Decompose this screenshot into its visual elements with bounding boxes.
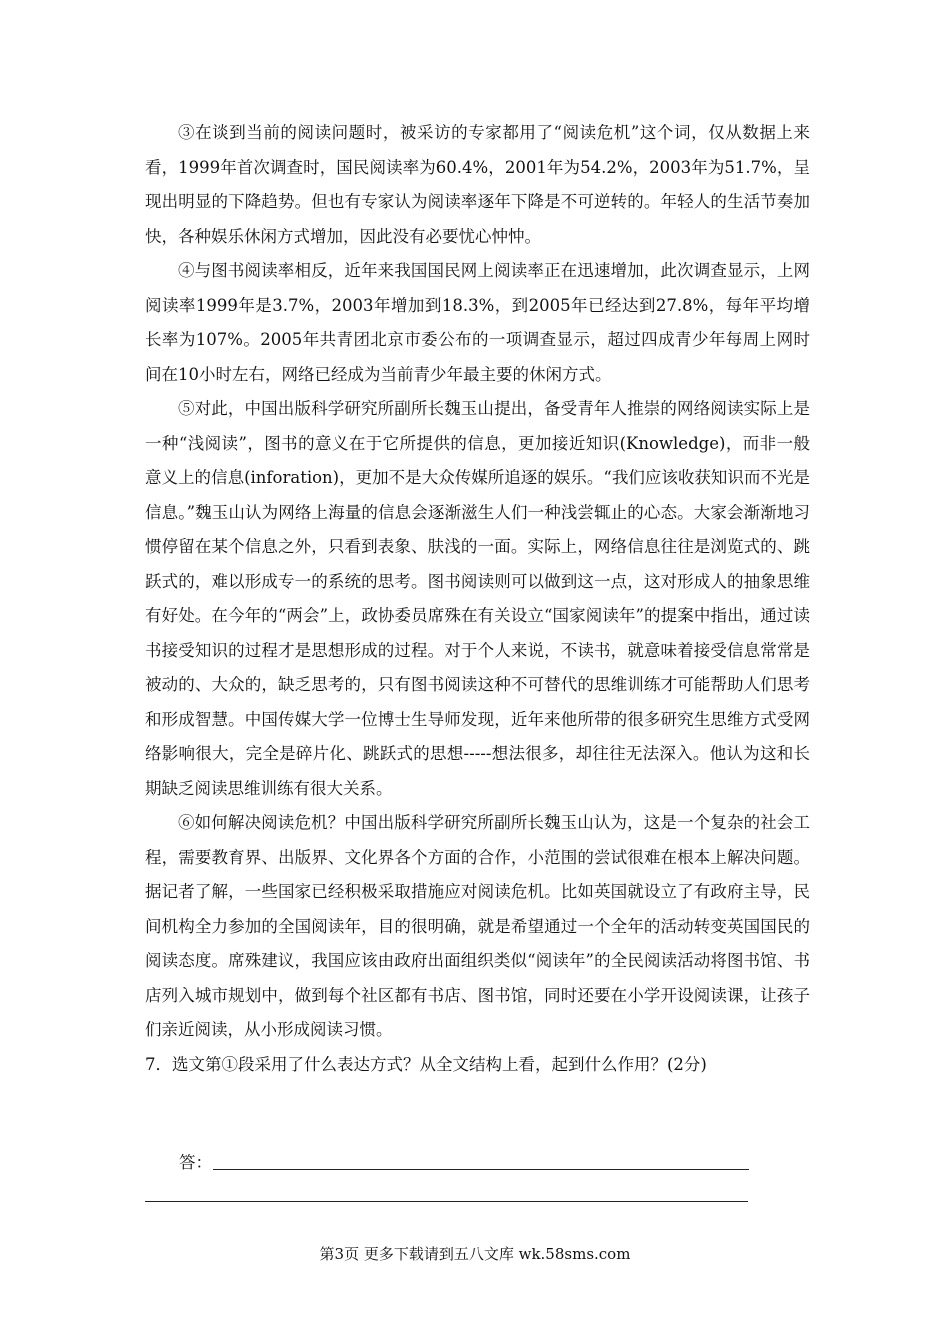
answer-row — [179, 1148, 749, 1178]
paragraph-6: ⑥如何解决阅读危机？中国出版科学研究所副所长魏玉山认为，这是一个复杂的社会工程，需要教育界、出版界、文化界各个方面的合作，小范围的尝试很难在根本上解决问题。据记者了解，一些国家已经积极采取措施应对阅读危机。比如英国就设立了有政府主导，民间机构全力参加的全国阅读年，目的很明确，就是希望通过一个全年的活动转变英国国民的阅读态度。席殊建议，我国应该由政府出面组织类似“阅读年”的全民阅读活动将图书馆、书店列入城市规划中，做到每个社区都有书店、图书馆，同时还要在小学开设阅读课，让孩子们亲近阅读，从小形成阅读习惯。 — [145, 813, 810, 1039]
answer-blank-line — [213, 1169, 749, 1170]
answer-label: 答： — [179, 1153, 212, 1172]
paragraph-4: ④与图书阅读率相反，近年来我国国民网上阅读率正在迅速增加，此次调查显示，上网阅读率1999年是3.7%，2003年增加到18.3%，到2005年已经达到27.8%，每年平均增长率为107%。2005年共青团北京市委公布的一项调查显示，超过四成青少年每周上网时间在10小时左右，网络已经成为当前青少年最主要的休闲方式。 — [145, 261, 810, 384]
paragraph-3: ③在谈到当前的阅读问题时，被采访的专家都用了“阅读危机”这个词，仅从数据上来看，1999年首次调查时，国民阅读率为60.4%，2001年为54.2%，2003年为51.7%，呈现出明显的下降趋势。但也有专家认为阅读率逐年下降是不可逆转的。年轻人的生活节奏加快，各种娱乐休闲方式增加，因此没有必要忧心忡忡。 — [145, 123, 810, 246]
page-footer: 第3页 更多下载请到五八文库 wk.58sms.com — [319, 1245, 631, 1263]
paragraph-5: ⑤对此，中国出版科学研究所副所长魏玉山提出，备受青年人推崇的网络阅读实际上是一种“浅阅读”，图书的意义在于它所提供的信息，更加接近知识(Knowledge)，而非一般意义上的信息(inforation)，更加不是大众传媒所追逐的娱乐。“我们应该收获知识而不光是信息。”魏玉山认为网络上海量的信息会逐渐滋生人们一种浅尝辄止的心态。大家会渐渐地习惯停留在某个信息之外，只看到表象、肤浅的一面。实际上，网络信息往往是浏览式的、跳跃式的，难以形成专一的系统的思考。图书阅读则可以做到这一点，这对形成人的抽象思维有好处。在今年的“两会”上，政协委员席殊在有关设立“国家阅读年”的提案中指出，通过读书接受知识的过程才是思想形成的过程。对于个人来说，不读书，就意味着接受信息常常是被动的、大众的，缺乏思考的，只有图书阅读这种不可替代的思维训练才可能帮助人们思考和形成智慧。中国传媒大学一位博士生导师发现，近年来他所带的很多研究生思维方式受网络影响很大，完全是碎片化、跳跃式的思想-----想法很多，却往往无法深入。他认为这和长期缺乏阅读思维训练有很大关系。 — [145, 399, 810, 798]
article-body — [145, 116, 810, 1082]
answer-blank-line-2 — [145, 1201, 748, 1202]
question-7: 7．选文第①段采用了什么表达方式？从全文结构上看，起到什么作用？(2分) — [145, 1054, 707, 1074]
